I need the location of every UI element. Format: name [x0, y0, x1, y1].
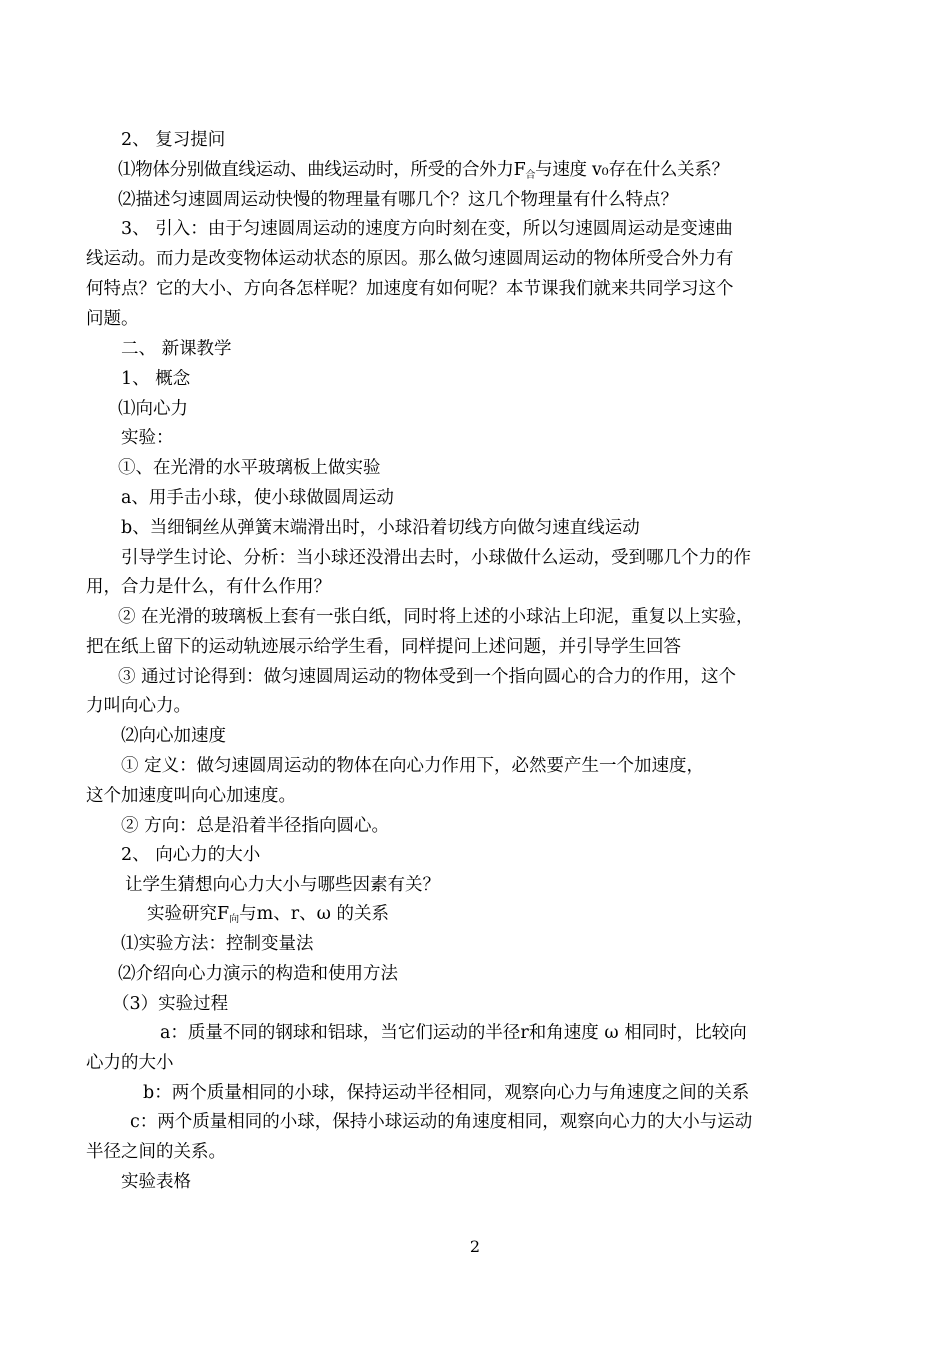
paragraph-line: 用，合力是什么，有什么作用？ — [86, 577, 331, 597]
paragraph-line: ⑵描述匀速圆周运动快慢的物理量有哪几个？这几个物理量有什么特点？ — [118, 190, 678, 210]
paragraph-line: a、用手击小球，使小球做圆周运动 — [121, 488, 394, 508]
paragraph-line: ③ 通过讨论得到：做匀速圆周运动的物体受到一个指向圆心的合力的作用，这个 — [118, 667, 737, 687]
subscript-text: 向 — [229, 914, 240, 925]
paragraph-line: ② 方向：总是沿着半径指向圆心。 — [121, 816, 390, 836]
paragraph-line: 半径之间的关系。 — [86, 1142, 226, 1162]
paragraph-line: 把在纸上留下的运动轨迹展示给学生看，同样提问上述问题，并引导学生回答 — [86, 637, 681, 657]
paragraph-line: 线运动。而力是改变物体运动状态的原因。那么做匀速圆周运动的物体所受合外力有 — [86, 249, 734, 269]
subscript-text: 合 — [525, 170, 536, 181]
paragraph-line: b、当细铜丝从弹簧末端滑出时，小球沿着切线方向做匀速直线运动 — [121, 518, 640, 538]
paragraph-line: ⑴实验方法：控制变量法 — [121, 934, 314, 954]
heading-centripetal-force: ⑴向心力 — [118, 399, 188, 419]
heading-concept: 1、 概念 — [121, 369, 191, 389]
heading-centripetal-acceleration: ⑵向心加速度 — [121, 726, 226, 746]
paragraph-line: 让学生猜想向心力大小与哪些因素有关？ — [125, 875, 440, 895]
paragraph-line: 实验： — [121, 428, 174, 448]
heading-experiment-table: 实验表格 — [121, 1172, 191, 1192]
heading-experiment-process: （3）实验过程 — [112, 994, 229, 1014]
paragraph-line: a：质量不同的钢球和铝球，当它们运动的半径r和角速度 ω 相同时，比较向 — [160, 1023, 747, 1043]
paragraph-line: 何特点？它的大小、方向各怎样呢？加速度有如何呢？本节课我们就来共同学习这个 — [86, 279, 734, 299]
paragraph-line: ① 定义：做匀速圆周运动的物体在向心力作用下，必然要产生一个加速度， — [121, 756, 705, 776]
paragraph-line: 心力的大小 — [86, 1053, 174, 1073]
paragraph-line: ①、在光滑的水平玻璃板上做实验 — [118, 458, 381, 478]
paragraph-line: b：两个质量相同的小球，保持运动半径相同，观察向心力与角速度之间的关系 — [143, 1083, 750, 1103]
heading-force-magnitude: 2、 向心力的大小 — [121, 845, 261, 865]
paragraph-line: 这个加速度叫向心加速度。 — [86, 786, 296, 806]
heading-review-questions: 2、 复习提问 — [121, 130, 226, 150]
paragraph-line: c：两个质量相同的小球，保持小球运动的角速度相同，观察向心力的大小与运动 — [130, 1112, 753, 1132]
heading-new-lesson: 二、 新课教学 — [121, 339, 232, 359]
page-number: 2 — [469, 1237, 481, 1256]
paragraph-line: ⑵介绍向心力演示的构造和使用方法 — [118, 964, 398, 984]
paragraph-line: 3、 引入：由于匀速圆周运动的速度方向时刻在变，所以匀速圆周运动是变速曲 — [121, 219, 733, 239]
paragraph-line: ② 在光滑的玻璃板上套有一张白纸，同时将上述的小球沾上印泥，重复以上实验， — [118, 607, 754, 627]
paragraph-line: ⑴物体分别做直线运动、曲线运动时，所受的合外力$F_合$与速度 v₀存在什么关系？ — [118, 160, 729, 181]
paragraph-line: 实验研究$F_向$与m、r、ω 的关系 — [147, 904, 389, 925]
paragraph-line: 问题。 — [86, 309, 139, 329]
paragraph-line: 引导学生讨论、分析：当小球还没滑出去时，小球做什么运动，受到哪几个力的作 — [121, 548, 751, 568]
paragraph-line: 力叫向心力。 — [86, 696, 191, 716]
